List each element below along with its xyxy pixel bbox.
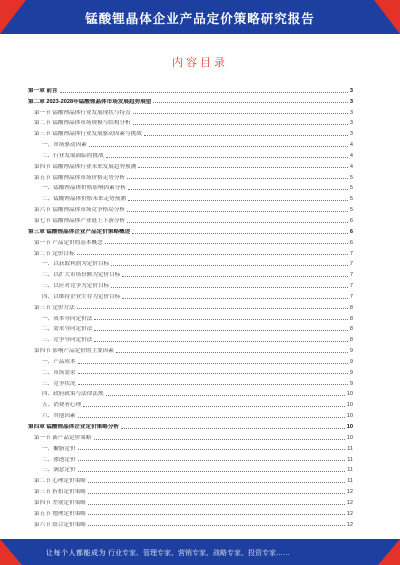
toc-entry[interactable] [28,224,353,235]
toc-leader-dots [106,395,345,396]
toc-leader-dots [78,460,346,461]
toc-entry-page: 5 [349,207,353,214]
toc-entry-page: 4 [349,142,353,149]
toc-entry[interactable] [28,94,353,105]
toc-entry[interactable] [28,365,353,376]
toc-entry-title: 第二章 2023-2028年锰酸锂晶体市场发展趋势展望 [28,98,152,105]
toc-entry-page: 8 [349,315,353,322]
toc-entry-title: 一、产品成本 [42,358,76,365]
toc-entry-page: 8 [349,326,353,333]
toc-entry-title: 第三节 锰酸锂晶体行业发展驱动因素与挑战 [34,131,142,138]
toc-leader-dots [78,471,346,472]
toc-leader-dots [78,384,348,385]
toc-entry-title: 二、锰酸锂晶体价格未来走势预测 [42,196,126,203]
toc-entry-title: 第二节 定价目标 [34,250,75,257]
toc-entry[interactable] [28,473,353,484]
footer-brand: 让每个人都能成为 [46,550,106,557]
toc-entry[interactable] [28,116,353,127]
toc-entry-page: 5 [349,174,353,181]
toc-entry-title: 第六节 组合定价策略 [34,521,86,528]
toc-entry-title: 第二节 心理定价策略 [34,478,86,485]
toc-entry-title: 第四章 锰酸锂晶体企业定价策略分析 [28,424,120,430]
toc-leader-dots [106,157,348,158]
table-of-contents [28,83,353,528]
toc-entry[interactable] [28,137,353,148]
toc-entry[interactable] [28,408,353,419]
toc-entry-title: 第三节 定价方法 [34,304,75,311]
toc-entry-title: 四、以维持企业生存为定价目标 [42,293,121,300]
toc-entry[interactable] [28,289,353,300]
toc-entry-page: 3 [349,120,353,127]
toc-leader-dots [88,504,345,505]
toc-entry-page: 11 [347,456,353,463]
toc-entry-page: 9 [349,369,353,376]
toc-entry-page: 6 [349,217,353,224]
toc-leader-dots [122,298,348,299]
toc-entry-title: 二、需求导向定价法 [42,326,93,333]
toc-leader-dots [78,449,346,450]
toc-entry-title: 第一节 锰酸锂晶体行业发展现状与特点 [34,109,131,116]
toc-entry-page: 7 [349,283,353,290]
toc-entry[interactable] [28,430,353,441]
toc-leader-dots [94,319,348,320]
toc-entry-title: 一、市场驱动因素 [42,142,87,149]
toc-entry-title: 六、其他因素 [42,413,76,420]
toc-entry-page: 12 [346,521,353,528]
toc-entry[interactable] [28,246,353,257]
footer-slogan [46,548,290,558]
toc-leader-dots [116,352,348,353]
toc-entry-page: 5 [349,196,353,203]
toc-entry-title: 一、成本导向定价法 [42,315,93,322]
toc-entry-title: 二、渗透定价 [42,456,76,463]
toc-entry[interactable] [28,126,353,137]
toc-leader-dots [127,178,348,179]
toc-entry[interactable] [28,83,353,94]
toc-leader-dots [83,406,345,407]
toc-entry-title: 一、撇脂定价 [42,445,76,452]
toc-entry-page: 3 [349,98,353,105]
toc-leader-dots [111,287,348,288]
toc-entry[interactable] [28,387,353,398]
footer-right-accent [378,539,400,565]
toc-entry-page: 6 [349,228,353,235]
toc-entry-title: 第三节 折扣定价策略 [34,489,86,496]
toc-entry-page: 6 [349,239,353,246]
toc-entry-title: 第四节 差别定价策略 [34,499,86,506]
toc-leader-dots [88,482,345,483]
toc-entry-page: 12 [346,499,353,506]
toc-entry-page: 10 [346,424,353,430]
toc-entry[interactable] [28,495,353,506]
toc-entry-page: 12 [346,510,353,517]
toc-entry[interactable] [28,484,353,495]
toc-entry[interactable] [28,213,353,224]
toc-entry[interactable] [28,105,353,116]
toc-entry[interactable] [28,235,353,246]
toc-leader-dots [144,135,348,136]
toc-entry-title: 第三章 锰酸锂晶体企业产品定价策略概述 [28,228,131,235]
toc-entry[interactable] [28,191,353,202]
toc-leader-dots [105,243,348,244]
toc-entry[interactable] [28,181,353,192]
toc-entry-title: 三、以应对竞争为定价目标 [42,283,110,290]
toc-entry-page: 12 [346,489,353,496]
toc-entry[interactable] [28,452,353,463]
footer-banner [0,539,400,565]
toc-entry-title: 四、政府政策与法律法规 [42,391,104,398]
toc-entry[interactable] [28,354,353,365]
toc-entry-title: 五、消费者心理 [42,402,82,409]
toc-leader-dots [89,146,348,147]
toc-entry-title: 一、锰酸锂晶体价格影响因素分析 [42,185,126,192]
toc-leader-dots [133,124,348,125]
toc-entry[interactable] [28,311,353,322]
toc-leader-dots [60,92,348,93]
toc-entry-page: 10 [346,413,353,420]
toc-entry-title: 一、以获取利润为定价目标 [42,261,110,268]
toc-leader-dots [94,439,345,440]
toc-entry[interactable] [28,148,353,159]
toc-entry-title: 第五节 锰酸锂晶体市场价格走势分析 [34,174,126,181]
toc-entry-title: 第六节 锰酸锂晶体市场竞争格局分析 [34,207,126,214]
toc-entry-title: 第七节 锰酸锂晶体产业链上下游分析 [34,217,126,224]
toc-entry[interactable] [28,278,353,289]
toc-leader-dots [128,200,348,201]
toc-entry-page: 11 [347,478,353,485]
toc-entry-title: 二、行业发展面临的挑战 [42,152,104,159]
toc-entry[interactable] [28,322,353,333]
toc-leader-dots [88,525,345,526]
toc-entry-page: 7 [349,261,353,268]
toc-entry[interactable] [28,343,353,354]
toc-leader-dots [88,493,345,494]
toc-entry[interactable] [28,397,353,408]
toc-entry-page: 8 [349,337,353,344]
toc-entry-page: 11 [347,445,353,452]
toc-entry-page: 9 [349,358,353,365]
toc-leader-dots [88,514,345,515]
report-title: 锰酸锂晶体企业产品定价策略研究报告 [85,12,315,26]
toc-entry-page: 5 [349,185,353,192]
toc-leader-dots [138,167,348,168]
toc-entry-page: 8 [349,304,353,311]
header-banner [0,0,400,34]
toc-entry-title: 三、满意定价 [42,467,76,474]
toc-entry-page: 4 [349,163,353,170]
toc-entry[interactable] [28,159,353,170]
toc-heading: 内容目录 [172,57,228,69]
footer-left-accent [0,539,22,565]
toc-entry-page: 9 [349,348,353,355]
toc-entry-page: 7 [349,250,353,257]
toc-entry-page: 11 [347,467,353,474]
toc-entry-title: 二、市场需求 [42,369,76,376]
toc-entry-title: 第四节 影响产品定价的主要因素 [34,348,114,355]
toc-leader-dots [111,265,348,266]
toc-leader-dots [78,417,345,418]
toc-leader-dots [78,363,348,364]
toc-leader-dots [128,189,348,190]
toc-entry[interactable] [28,257,353,268]
toc-entry[interactable] [28,419,353,430]
toc-entry[interactable] [28,170,353,181]
toc-entry-page: 10 [346,434,353,441]
toc-entry-title: 第一节 新产品定价策略 [34,434,92,441]
toc-leader-dots [77,308,348,309]
toc-entry[interactable] [28,300,353,311]
footer-tail: 行业专家、管理专家、营销专家、战略专家、投资专家…… [107,550,290,557]
toc-leader-dots [94,330,348,331]
toc-entry[interactable] [28,202,353,213]
toc-entry-page: 3 [349,131,353,138]
toc-entry-page: 10 [346,402,353,409]
toc-entry[interactable] [28,506,353,517]
toc-leader-dots [78,373,348,374]
toc-entry-title: 第二节 锰酸锂晶体市场规模与结构分析 [34,120,131,127]
toc-entry[interactable] [28,441,353,452]
toc-entry-title: 第一节 产品定价的基本概念 [34,239,103,246]
toc-entry-title: 三、竞争导向定价法 [42,337,93,344]
toc-entry-title: 三、竞争状况 [42,380,76,387]
toc-entry-page: 9 [349,380,353,387]
toc-entry[interactable] [28,332,353,343]
toc-leader-dots [94,341,348,342]
toc-leader-dots [121,428,345,429]
toc-leader-dots [127,211,348,212]
toc-leader-dots [132,233,348,234]
toc-entry-page: 3 [349,87,353,94]
toc-leader-dots [122,276,348,277]
toc-entry[interactable] [28,267,353,278]
toc-entry-page: 3 [349,109,353,116]
toc-entry-title: 第四节 锰酸锂晶体行业未来发展趋势预测 [34,163,137,170]
toc-entry[interactable] [28,517,353,528]
toc-leader-dots [127,222,348,223]
toc-leader-dots [153,102,347,103]
toc-entry-title: 第五节 地理定价策略 [34,510,86,517]
toc-entry-page: 7 [349,272,353,279]
toc-entry-title: 第一章 前言 [28,87,58,94]
toc-entry-page: 7 [349,293,353,300]
toc-entry[interactable] [28,463,353,474]
toc-entry[interactable] [28,376,353,387]
toc-leader-dots [133,113,348,114]
toc-entry-page: 4 [349,152,353,159]
toc-leader-dots [77,254,348,255]
toc-entry-page: 10 [346,391,353,398]
toc-entry-title: 二、以扩大市场份额为定价目标 [42,272,121,279]
